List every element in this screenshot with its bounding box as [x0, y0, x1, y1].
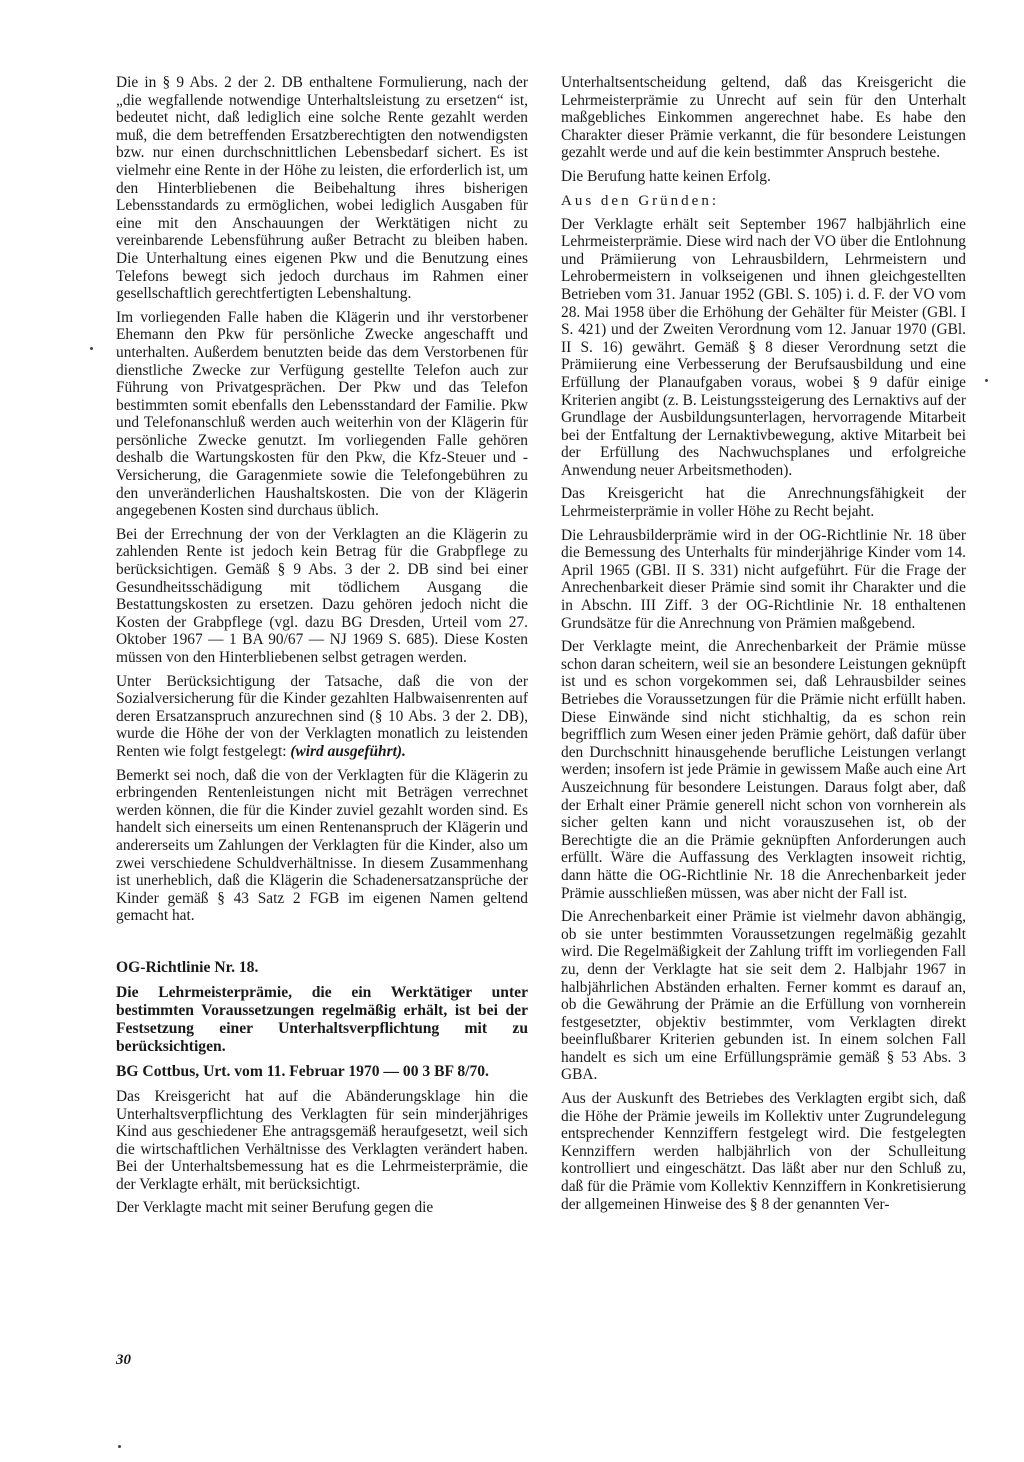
- scan-speck: [985, 379, 988, 382]
- paragraph: Die in § 9 Abs. 2 der 2. DB enthaltene Formulierung, nach der „die wegfallende notwendige Unterhaltsleistung zu ersetzen“ ist, bedeutet nicht, daß lediglich eine solche Rente gezahlt werden muß, die dem betreffenden Ersatzberechtigten den notwendigsten bzw. nur einen durchschnittlichen Lebensbedarf sichert. Es ist vielmehr eine Rente in der Höhe zu leisten, die erforderlich ist, um den Hinterbliebenen die Beibehaltung ihres bisherigen Lebensstandards zu ermöglichen, wobei lediglich Ausgaben für eine mit den Anschauungen der Werktätigen nicht zu vereinbarende Lebensführung außer Betracht zu bleiben haben. Die Unterhaltung eines eigenen Pkw und die Benutzung eines Telefons bewegt sich jedoch durchaus im Rahmen einer gesellschaftlich gerechtfertigten Lebenshaltung.: [116, 74, 528, 303]
- paragraph: Im vorliegenden Falle haben die Klägerin und ihr verstorbener Ehemann den Pkw für persönliche Zwecke angeschafft und unterhalten. Außerdem benutzten beide das dem Verstorbenen für dienstliche Zwecke zur Verfügung gestellte Telefon auch zur Führung von Privatgesprächen. Der Pkw und das Telefon bestimmten somit ebenfalls den Lebensstandard der Familie. Pkw und Telefonanschluß werden auch weiterhin von der Klägerin für persönliche Zwecke genutzt. Im vorliegenden Falle gehören deshalb die Wartungskosten für den Pkw, die Kfz-Steuer und -Versicherung, die Garagenmiete sowie die Telefongebühren zu den unveränderlichen Haushaltskosten. Die von der Klägerin angegebenen Kosten sind durchaus üblich.: [116, 308, 528, 520]
- paragraph: Unterhaltsentscheidung geltend, daß das Kreisgericht die Lehrmeisterprämie zu Unrecht auf sein für den Unterhalt maßgebliches Einkommen angerechnet habe. Es habe den Charakter dieser Prämie verkannt, die für besondere Leistungen gezahlt werde und auf die kein bestimmter Anspruch bestehe.: [561, 74, 966, 162]
- paragraph: Das Kreisgericht hat auf die Abänderungsklage hin die Unterhaltsverpflichtung des Verklagten für sein minderjähriges Kind aus geschiedener Ehe antragsgemäß heraufgesetzt, weil sich die wirtschaftlichen Verhältnisse des Verklagten verändert haben. Bei der Unterhaltsbemessung hat es die Lehrmeisterprämie, die der Verklagte erhält, mit berücksichtigt.: [116, 1087, 528, 1193]
- court-citation: BG Cottbus, Urt. vom 11. Februar 1970 — 00 3 BF 8/70.: [116, 1062, 489, 1080]
- section-gap: [116, 931, 528, 959]
- right-column: [561, 74, 966, 1219]
- guideline-heading: OG-Richtlinie Nr. 18.: [116, 958, 259, 976]
- headnote: Die Lehrmeisterprämie, die ein Werktätiger unter bestimmten Voraussetzungen regelmäßig erhält, ist bei der Festsetzung einer Unterhaltsverpflichtung mit zu berücksichtigen.: [116, 983, 528, 1055]
- paragraph: Aus der Auskunft des Betriebes des Verklagten ergibt sich, daß die Höhe der Prämie jeweils im Kollektiv unter Zugrundelegung entsprechender Kennziffern festgelegt wird. Die festgelegten Kennziffern werden halbjährlich von der Schulleitung kontrolliert und eingeschätzt. Das läßt aber nur den Schluß zu, daß für die Prämie vom Kollektiv Kennziffern in Konkretisierung der allgemeinen Hinweise des § 8 der genannten Ver-: [561, 1090, 966, 1213]
- left-column: [116, 74, 528, 1223]
- paragraph: Bei der Errechnung der von der Verklagten an die Klägerin zu zahlenden Rente ist jedoch kein Betrag für die Grabpflege zu berücksichtigen. Gemäß § 9 Abs. 3 der 2. DB sind bei einer Gesundheitsschädigung mit tödlichem Ausgang die Bestattungskosten zu ersetzen. Dazu gehören jedoch nicht die Kosten der Grabpflege (vgl. dazu BG Dresden, Urteil vom 27. Oktober 1967 — 1 BA 90/67 — NJ 1969 S. 685). Diese Kosten müssen von den Hinterbliebenen selbst getragen werden.: [116, 525, 528, 666]
- paragraph-text: Unter Berücksichtigung der Tatsache, daß die von der Sozialversicherung für die Kinder gezahlten Halbwaisenrenten auf deren Ersatzanspruch anzurechnen sind (§ 10 Abs. 3 der 2. DB), wurde die Höhe der von der Verklagten monatlich zu leistenden Renten wie folgt festgelegt:: [116, 672, 528, 760]
- scan-speck: [90, 347, 93, 350]
- paragraph: Der Verklagte erhält seit September 1967 halbjährlich eine Lehrmeisterprämie. Diese wird nach der VO über die Entlohnung und Prämiierung von Lehrausbildern, Lehrmeistern und Lehrobermeistern in volkseigenen und ihnen gleichgestellten Betrieben vom 31. Januar 1952 (GBl. S. 105) i. d. F. der VO vom 28. Mai 1958 über die Erhöhung der Gehälter für Meister (GBl. I S. 421) und der Zweiten Verordnung vom 12. Januar 1970 (GBl. II S. 16) gewährt. Gemäß § 8 dieser Verordnung setzt die Prämiierung eine Verbesserung der Berufsausbildung und eine Erfüllung der Planaufgaben voraus, wobei § 9 dafür einige Kriterien angibt (z. B. Leistungssteigerung des Lernaktivs auf der Grundlage der Ausbildungsunterlagen, hervorragende Mitarbeit bei der Entfaltung der Lernaktivbewegung, aktive Mitarbeit bei der Erfüllung des Nachwuchsplanes und erfolgreiche Anwendung neuer Arbeitsmethoden).: [561, 215, 966, 479]
- paragraph: [116, 673, 528, 761]
- paragraph: Die Anrechenbarkeit einer Prämie ist vielmehr davon abhängig, ob sie unter bestimmten Voraussetzungen regelmäßig gezahlt wird. Die Regelmäßigkeit der Zahlung trifft im vorliegenden Fall zu, denn der Verklagte hat sie seit dem 2. Halbjahr 1967 in halbjährlichen Abständen erhalten. Ferner kommt es darauf an, ob die Gewährung der Prämie an die Erfüllung von vornherein festgesetzter, objektiv bestimmter, vom Verklagten direkt beeinflußbarer Kriterien gebunden ist. In einem solchen Fall handelt es sich um eine Erfüllungsprämie gemäß § 53 Abs. 3 GBA.: [561, 908, 966, 1084]
- paragraph: Die Berufung hatte keinen Erfolg.: [561, 167, 771, 185]
- scan-speck: [118, 1445, 121, 1448]
- paragraph: Der Verklagte meint, die Anrechenbarkeit der Prämie müsse schon daran scheitern, weil sie an besondere Leistungen geknüpft ist und es schon vorgekommen sei, daß Lehrausbilder seines Betriebes die Voraussetzungen für die Prämie nicht erfüllt haben. Diese Einwände sind nicht stichhaltig, da es schon rein begrifflich zum Wesen einer jeden Prämie gehört, daß dafür über den Durchschnitt hinausgehende berufliche Leistungen verlangt werden; insofern ist jede Prämie in gewissem Maße auch eine Art Auszeichnung für besondere Leistungen. Daraus folgt aber, daß der Erhalt einer Prämie generell nicht schon von vornherein als sicher gelten kann und nicht vorauszusehen ist, ob der Berechtigte die an die Prämie geknüpften Anforderungen auch erfüllt. Wäre die Auffassung des Verklagten insoweit richtig, dann hätte die OG-Richtlinie Nr. 18 die Anrechenbarkeit jeder Prämie ausschließen müssen, was aber nicht der Fall ist.: [561, 638, 966, 902]
- reasons-heading: Aus den Gründen:: [561, 192, 719, 209]
- paragraph-italic-note: (wird ausgeführt).: [290, 742, 406, 760]
- page-number: 30: [116, 1352, 131, 1368]
- paragraph: Das Kreisgericht hat die Anrechnungsfähigkeit der Lehrmeisterprämie in voller Höhe zu Recht bejaht.: [561, 485, 966, 521]
- paragraph: Die Lehrausbilderprämie wird in der OG-Richtlinie Nr. 18 über die Bemessung des Unterhalts für minderjährige Kinder vom 14. April 1965 (GBl. II S. 331) nicht aufgeführt. Für die Frage der Anrechenbarkeit dieser Prämie sind somit ihr Charakter und die in Abschn. III Ziff. 3 der OG-Richtlinie Nr. 18 enthaltenen Grundsätze für die Anrechnung von Prämien maßgebend.: [561, 526, 966, 632]
- paragraph: Der Verklagte macht mit seiner Berufung gegen die: [116, 1199, 434, 1217]
- paragraph: Bemerkt sei noch, daß die von der Verklagten für die Klägerin zu erbringenden Rentenleistungen nicht mit Beträgen verrechnet werden können, die für die Kinder zuviel gezahlt worden sind. Es handelt sich einerseits um einen Rentenanspruch der Klägerin und andererseits um Zahlungen der Verklagten für die Kinder, also um zwei verschiedene Schuldverhältnisse. In diesem Zusammenhang ist unerheblich, daß die Klägerin die Schadenersatzansprüche der Kinder gemäß § 43 Satz 2 FGB im eigenen Namen geltend gemacht hat.: [116, 766, 528, 925]
